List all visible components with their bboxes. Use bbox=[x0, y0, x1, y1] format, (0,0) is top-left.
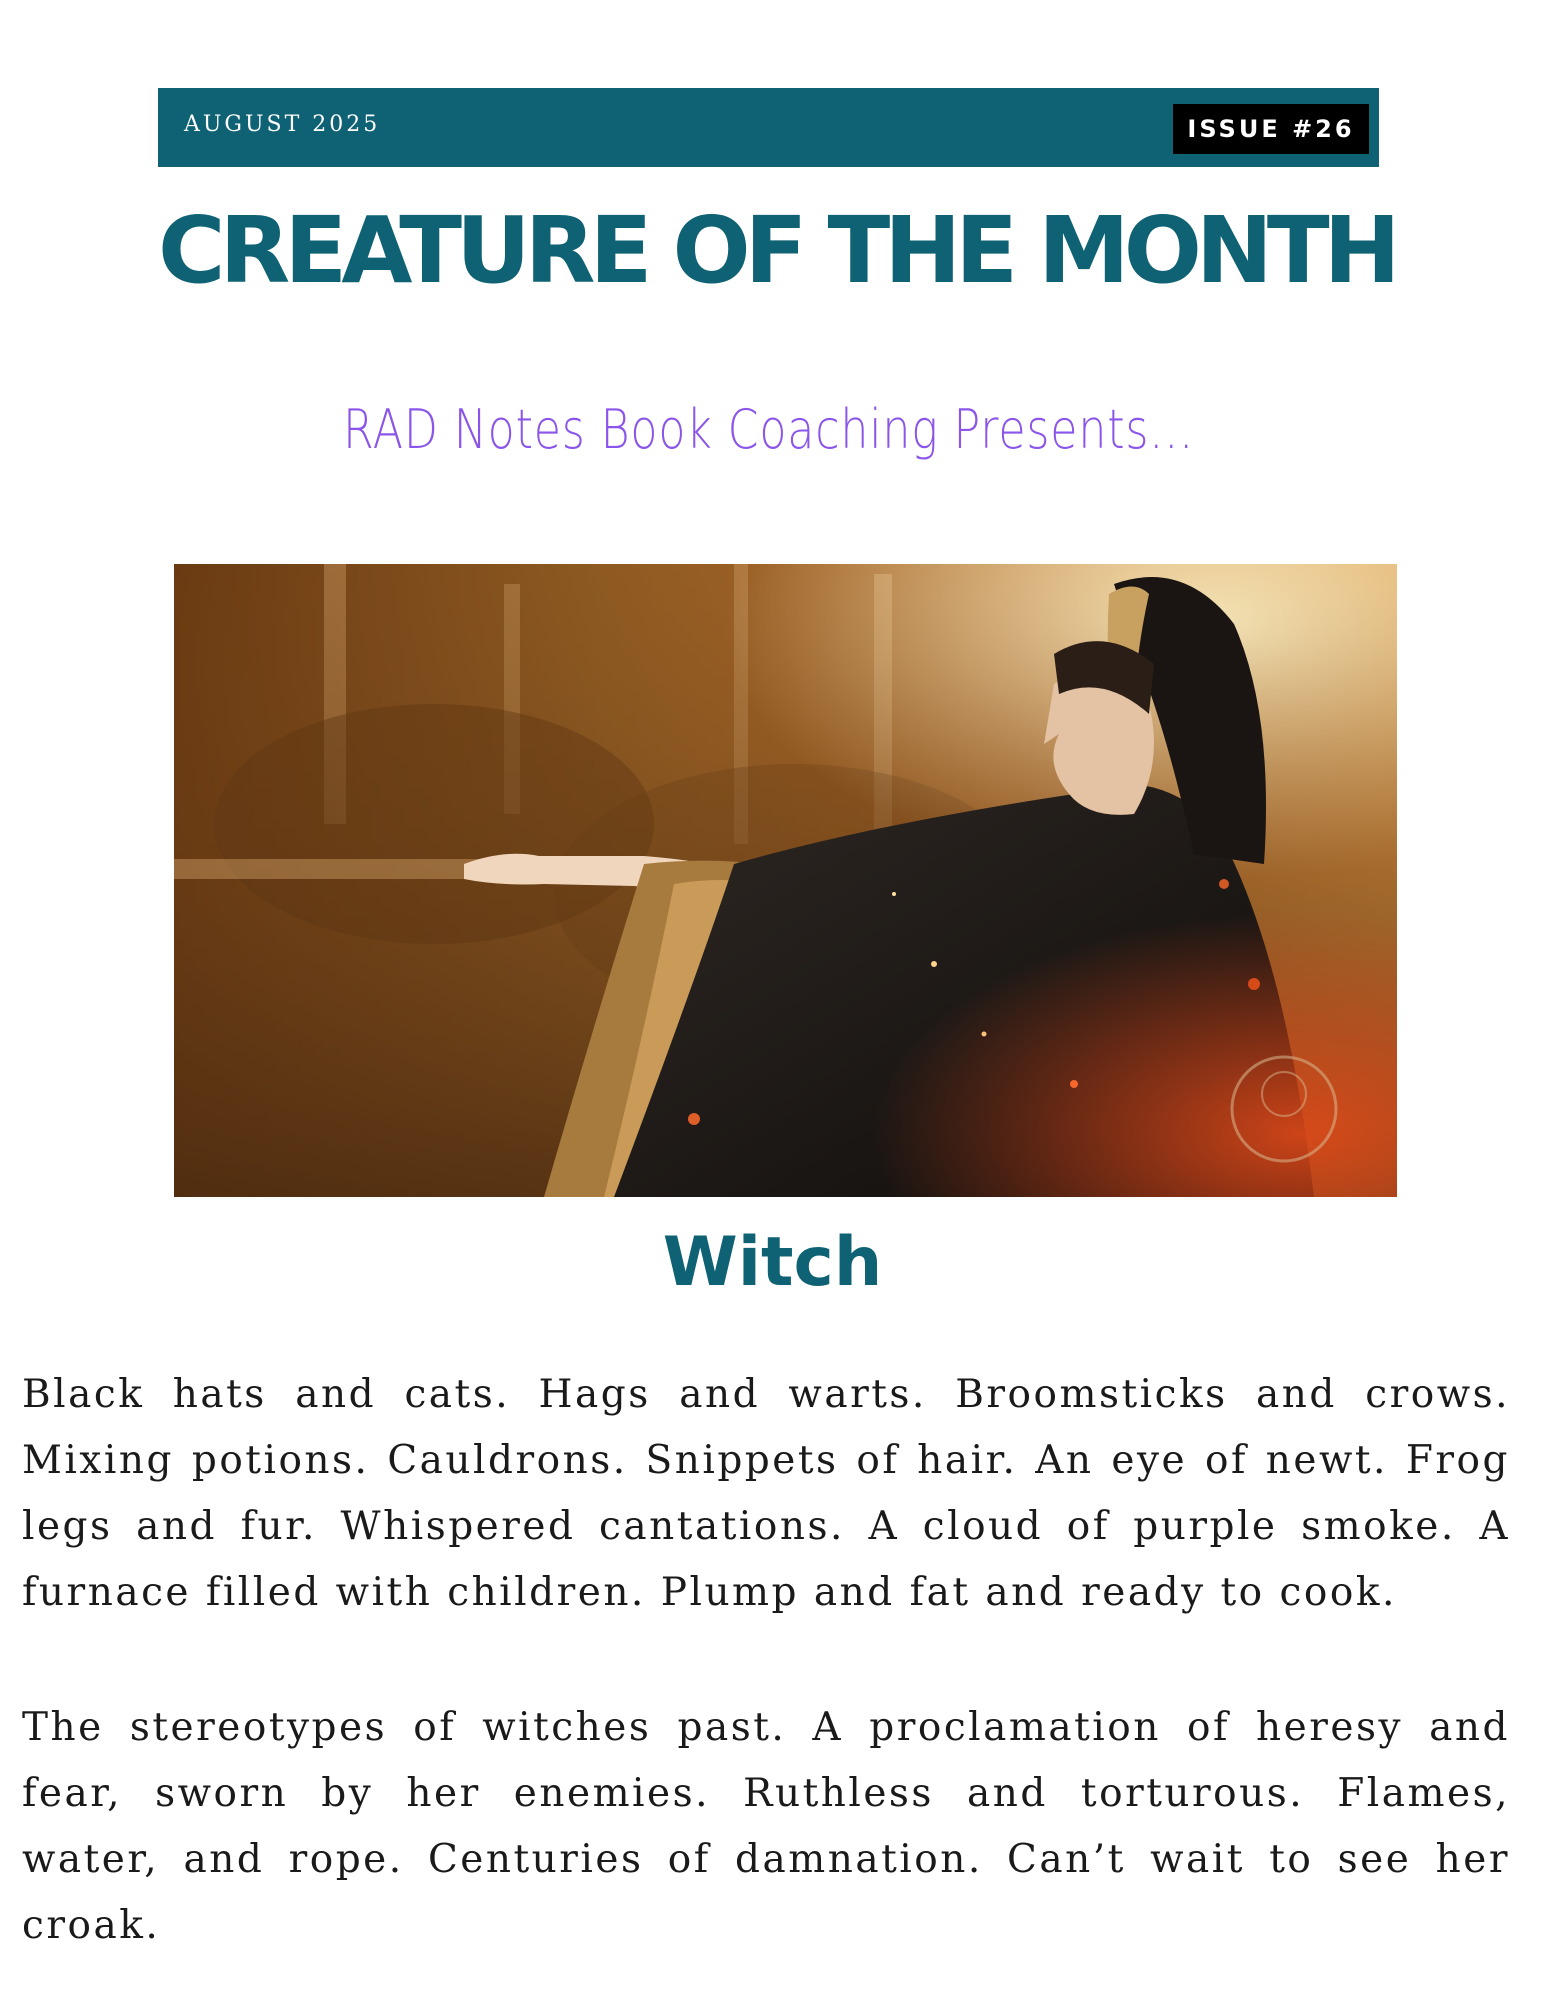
body-paragraph: The stereotypes of witches past. A proclamation of heresy and fear, sworn by her enemies. Ruthless and torturous. Flames, water, and rope. Centuries of damnation. Can’t wait to see her croak. bbox=[22, 1705, 1510, 1948]
subtitle: RAD Notes Book Coaching Presents... bbox=[342, 398, 1194, 461]
issue-badge: ISSUE #26 bbox=[1173, 104, 1369, 154]
creature-name: Witch bbox=[662, 1223, 883, 1302]
header-bar bbox=[158, 88, 1379, 167]
page-title: CREATURE OF THE MONTH bbox=[158, 197, 1395, 304]
witch-photo bbox=[174, 564, 1397, 1197]
body-paragraph: Black hats and cats. Hags and warts. Broomsticks and crows. Mixing potions. Cauldrons. Snippets of hair. An eye of newt. Frog legs and fur. Whispered cantations. A cloud of purple smoke. A furnace filled with children. Plump and fat and ready to cook. bbox=[22, 1372, 1510, 1615]
issue-date: AUGUST 2025 bbox=[184, 112, 381, 137]
